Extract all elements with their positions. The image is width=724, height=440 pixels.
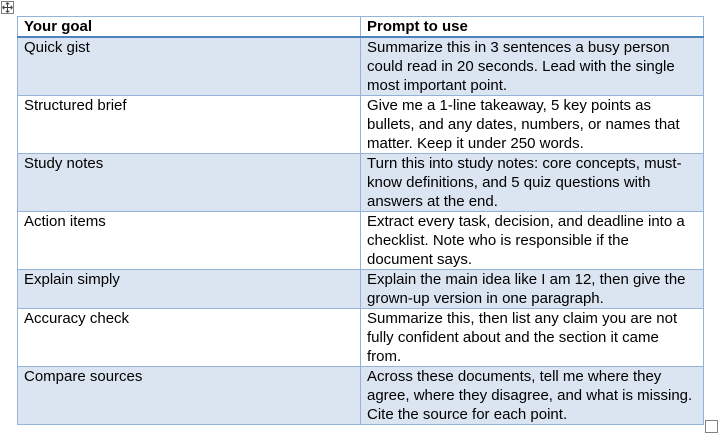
table-resize-handle[interactable] bbox=[705, 420, 718, 433]
goal-cell[interactable]: Compare sources bbox=[18, 367, 361, 425]
goal-cell[interactable]: Structured brief bbox=[18, 96, 361, 154]
table-row bbox=[18, 96, 704, 154]
goal-cell[interactable]: Action items bbox=[18, 212, 361, 270]
prompt-cell[interactable]: Explain the main idea like I am 12, then give the grown-up version in one paragraph. bbox=[361, 270, 704, 309]
prompt-cell[interactable]: Turn this into study notes: core concepts, must-know definitions, and 5 quiz questions with answers at the end. bbox=[361, 154, 704, 212]
table-row bbox=[18, 212, 704, 270]
goal-cell[interactable]: Study notes bbox=[18, 154, 361, 212]
header-prompt-to-use: Prompt to use bbox=[361, 17, 704, 38]
header-your-goal: Your goal bbox=[18, 17, 361, 38]
move-arrows-icon bbox=[2, 2, 13, 13]
goal-cell[interactable]: Explain simply bbox=[18, 270, 361, 309]
prompt-cell[interactable]: Summarize this in 3 sentences a busy person could read in 20 seconds. Lead with the single most important point. bbox=[361, 37, 704, 96]
table-move-handle[interactable] bbox=[1, 1, 14, 14]
prompt-table bbox=[17, 16, 704, 425]
prompt-cell[interactable]: Summarize this, then list any claim you are not fully confident about and the section it came from. bbox=[361, 309, 704, 367]
goal-cell[interactable]: Quick gist bbox=[18, 37, 361, 96]
prompt-cell[interactable]: Extract every task, decision, and deadline into a checklist. Note who is responsible if the document says. bbox=[361, 212, 704, 270]
table-header-row bbox=[18, 17, 704, 38]
goal-cell[interactable]: Accuracy check bbox=[18, 309, 361, 367]
table-row bbox=[18, 270, 704, 309]
table-row bbox=[18, 367, 704, 425]
prompt-cell[interactable]: Give me a 1-line takeaway, 5 key points as bullets, and any dates, numbers, or names that matter. Keep it under 250 words. bbox=[361, 96, 704, 154]
table-row bbox=[18, 154, 704, 212]
table-row bbox=[18, 37, 704, 96]
table-row bbox=[18, 309, 704, 367]
prompt-cell[interactable]: Across these documents, tell me where they agree, where they disagree, and what is missing. Cite the source for each point. bbox=[361, 367, 704, 425]
